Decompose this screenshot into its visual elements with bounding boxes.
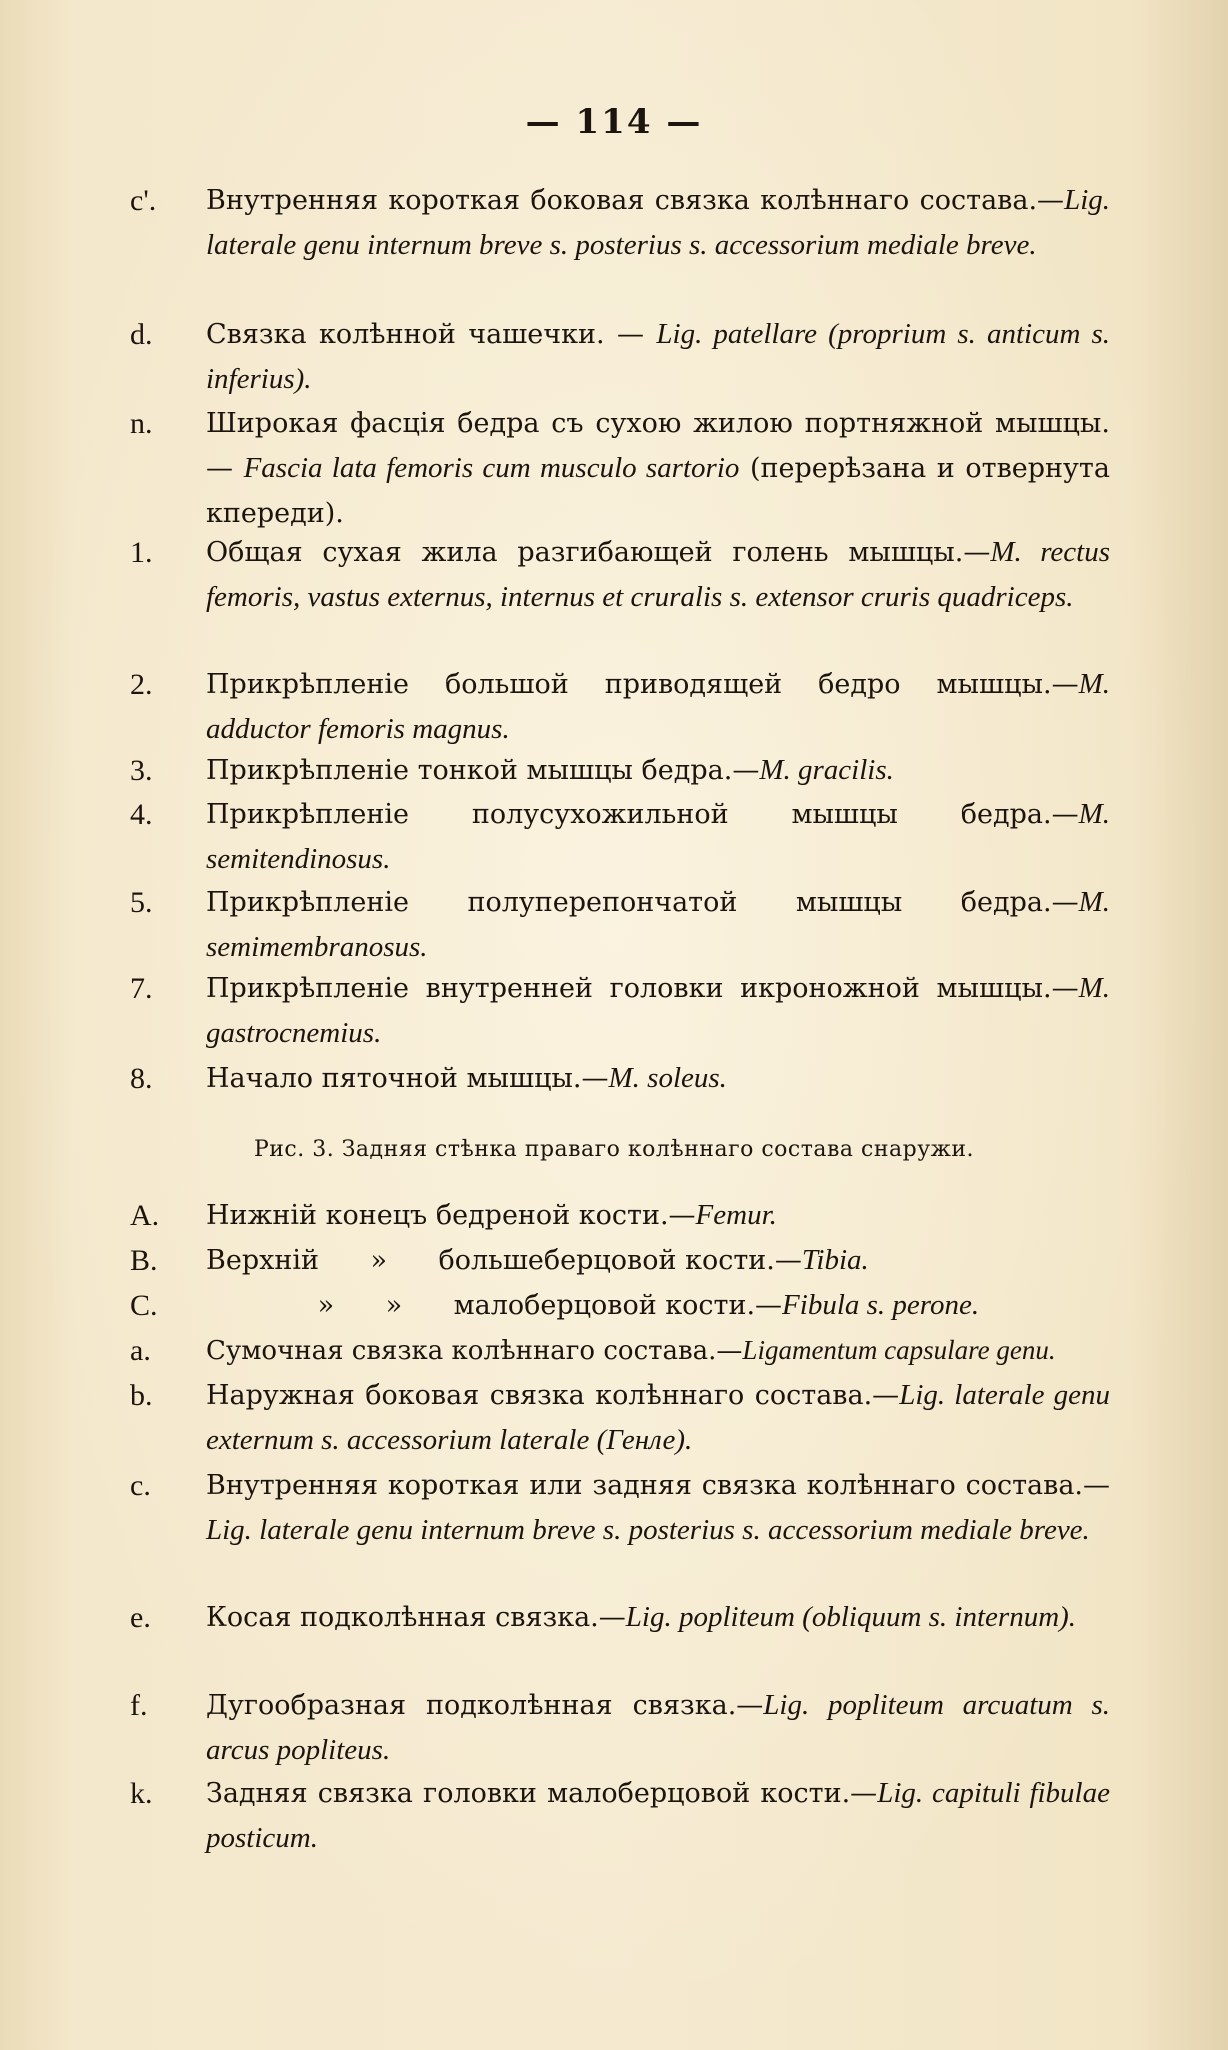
legend-entry (130, 1771, 1110, 1861)
legend-entry (130, 1283, 1110, 1328)
entry-text: » » малоберцовой кости.— (206, 1290, 783, 1321)
entry-key: f. (130, 1689, 148, 1722)
legend-entry (130, 792, 1110, 882)
entry-text: Косая подколѣнная связка.— (206, 1602, 626, 1633)
entry-key: 3. (130, 754, 153, 787)
entry-text: Нижній конецъ бедреной кости.— (206, 1200, 696, 1231)
entry-text: Прикрѣпленіе внутренней головки икроножной мышцы.— (206, 973, 1079, 1004)
entry-latin: Fibula s. perone. (782, 1289, 980, 1321)
legend-entry (130, 1238, 1110, 1283)
entry-text: Прикрѣпленіе полусухожильной мышцы бедра.— (206, 799, 1079, 830)
entry-latin: M. gastrocnemius. (206, 972, 1110, 1049)
entry-key: A. (130, 1199, 160, 1232)
entry-key: d. (130, 318, 153, 351)
entry-key: 8. (130, 1062, 153, 1095)
entry-text: Связка колѣнной чашечки. — (206, 319, 657, 350)
entry-latin: M. rectus femoris, vastus externus, internus et cruralis s. extensor cruris quadriceps. (206, 536, 1110, 613)
entry-text: Сумочная связка колѣннаго состава.— (206, 1336, 743, 1366)
entry-key: 4. (130, 798, 153, 831)
entry-key: C. (130, 1289, 158, 1322)
entry-latin: Fascia lata femoris cum musculo sartorio (243, 452, 740, 484)
entry-text: Внутренняя короткая боковая связка колѣннаго состава.— (206, 185, 1065, 216)
page-number: — 114 — (525, 102, 703, 142)
entry-latin: Femur. (695, 1199, 777, 1231)
entry-latin: Lig. capituli fibulae posticum. (206, 1777, 1110, 1854)
legend-entry (130, 1328, 1110, 1374)
entry-latin: M. semimembranosus. (206, 886, 1110, 963)
entry-text: Задняя связка головки малоберцовой кости.— (206, 1778, 878, 1809)
entry-text: Начало пяточной мышцы.— (206, 1063, 609, 1094)
legend-entry (130, 1595, 1110, 1640)
entry-key: B. (130, 1244, 158, 1277)
entry-key: b. (130, 1379, 153, 1412)
entry-latin: Lig. popliteum arcuatum s. arcus popliteus. (206, 1689, 1110, 1766)
entry-after: (proprium s. anticum s. inferius). (206, 318, 1111, 395)
entry-latin: M. gracilis. (759, 754, 894, 786)
legend-entry (130, 178, 1110, 268)
entry-key: c'. (130, 184, 157, 217)
legend-entry (130, 966, 1110, 1056)
figure-caption: Рис. 3. Задняя стѣнка праваго колѣннаго состава снаружи. (253, 1137, 975, 1162)
entry-text: Широкая фасція бедра съ сухою жилою портняжной мышцы.— (206, 408, 1110, 484)
entry-key: c. (130, 1469, 151, 1502)
legend-entry (130, 748, 1110, 793)
entry-text: Общая сухая жила разгибающей голень мышцы.— (206, 537, 991, 568)
legend-entry (130, 530, 1110, 620)
entry-text: Прикрѣпленіе полуперепончатой мышцы бедра.— (206, 887, 1079, 918)
legend-entry (130, 1193, 1110, 1238)
legend-entry (130, 401, 1110, 536)
entry-after: (перерѣзана и отвернута кпереди). (206, 453, 1110, 529)
entry-key: 7. (130, 972, 153, 1005)
legend-entry (130, 662, 1110, 752)
entry-latin: Lig. patellare (656, 318, 818, 350)
entry-latin: M. adductor femoris magnus. (206, 668, 1110, 745)
entry-text: Прикрѣпленіе тонкой мышцы бедра.— (206, 755, 760, 786)
entry-key: k. (130, 1777, 153, 1810)
entry-text: Дугообразная подколѣнная связка.— (206, 1690, 764, 1721)
entry-text: Внутренняя короткая или задняя связка колѣннаго состава.— (206, 1470, 1110, 1501)
entry-key: 2. (130, 668, 153, 701)
entry-latin: Lig. laterale genu internum breve s. posterius s. accessorium mediale breve. (206, 1514, 1090, 1546)
entry-latin: Ligamentum capsulare genu. (742, 1335, 1056, 1365)
legend-entry (130, 312, 1110, 402)
entry-key: 1. (130, 536, 153, 569)
entry-key: n. (130, 407, 153, 440)
entry-latin: Lig. popliteum (obliquum s. internum). (625, 1601, 1077, 1633)
entry-latin: M. soleus. (608, 1062, 727, 1094)
entry-latin: M. semitendinosus. (206, 798, 1110, 875)
entry-text: Верхній » большеберцовой кости.— (206, 1245, 802, 1276)
entry-key: 5. (130, 886, 153, 919)
entry-text: Наружная боковая связка колѣннаго состава.— (206, 1380, 900, 1411)
entry-key: e. (130, 1601, 151, 1634)
legend-entry (130, 1373, 1110, 1463)
legend-entry (130, 880, 1110, 970)
entry-latin: Lig. laterale genu externum s. accessorium laterale (206, 1379, 1110, 1456)
entry-latin: Tibia. (801, 1244, 869, 1276)
entry-key: a. (130, 1334, 151, 1367)
legend-entry (130, 1056, 1110, 1101)
legend-entry (130, 1683, 1110, 1773)
entry-text: Прикрѣпленіе большой приводящей бедро мышцы.— (206, 669, 1079, 700)
entry-after: (Генле). (589, 1424, 693, 1456)
legend-entry (130, 1463, 1110, 1553)
entry-latin: Lig. laterale genu internum breve s. posterius s. accessorium mediale breve. (206, 184, 1110, 261)
